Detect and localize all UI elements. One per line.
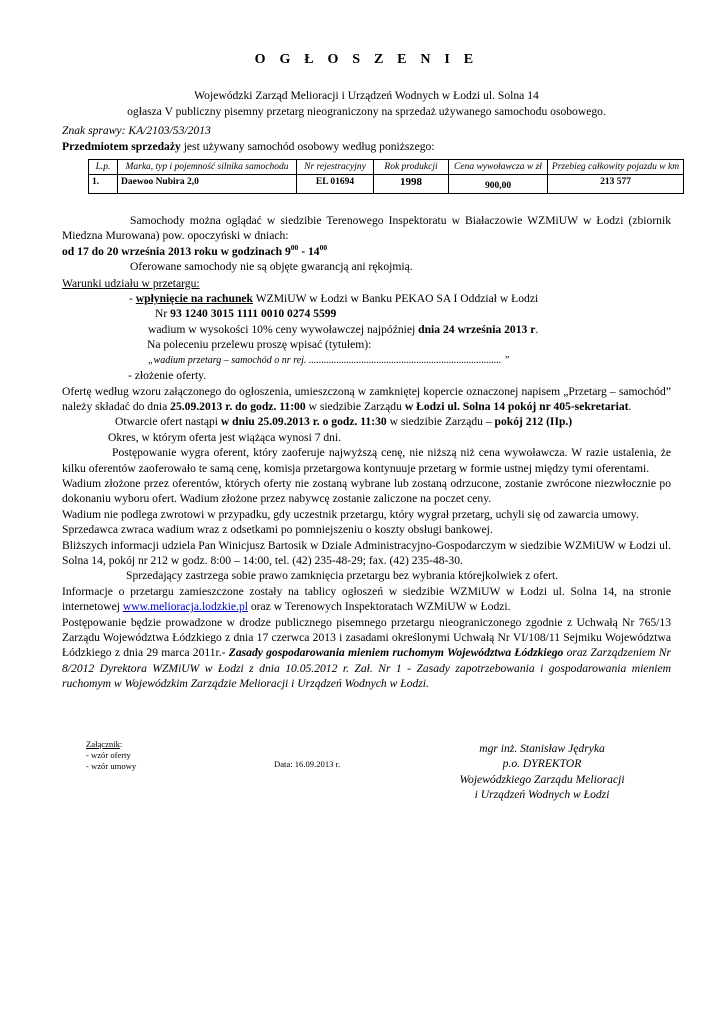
subject-rest: jest używany samochód osobowy według poniższego:: [180, 139, 435, 153]
header-lp: L.p.: [89, 160, 118, 175]
cell-year: 1998: [374, 175, 449, 194]
website-link[interactable]: www.melioracja.lodzkie.pl: [122, 600, 248, 614]
header-registration: Nr rejestracyjny: [297, 160, 374, 175]
table-header-row: [89, 160, 684, 175]
header-price: Cena wywoławcza w zł: [449, 160, 548, 175]
bank-account: Nr 93 1240 3015 1111 0010 0274 5599: [155, 307, 337, 321]
header-year: Rok produkcji: [374, 160, 449, 175]
table-row: [89, 175, 684, 194]
cell-registration: EL 01694: [297, 175, 374, 194]
right-to-close: Sprzedający zastrzega sobie prawo zamknięcia przetargu bez wybrania którejkolwiek z ofert.: [126, 569, 559, 583]
signature-role: p.o. DYREKTOR: [502, 757, 582, 771]
cell-price: 900,00: [449, 175, 548, 194]
header-mileage: Przebieg całkowity pojazdu w km: [548, 160, 684, 175]
deposit-return: Wadium złożone przez oferentów, których oferty nie zostaną wybrane lub zostaną odrzucone, zostanie zwrócone niezwłocznie po dokonaniu wyboru ofert. Wadium złożone przez nabywcę zostanie zaliczone na poczet ceny.: [62, 476, 671, 506]
document-title: O G Ł O S Z E N I E: [254, 52, 479, 67]
publication-info: Informacje o przetargu zamieszczone zostały na tablicy ogłoszeń w siedzibie WZMiUW w Łodzi ul. Solna 14, na stronie internetowej www.melioracja.lodzkie.pl oraz w Terenowych Inspektoratach WZMiUW w Łodzi.: [62, 584, 671, 614]
signature-block: [417, 741, 667, 803]
condition-transfer: - wpłynięcie na rachunek WZMiUW w Łodzi w Banku PEKAO SA I Oddział w Łodzi: [129, 292, 539, 306]
condition-offer: - złożenie oferty.: [128, 369, 207, 383]
transfer-title: „wadium przetarg – samochód o nr rej. ............................................................................. ”: [148, 354, 510, 366]
no-guarantee-note: Oferowane samochody nie są objęte gwarancją ani rękojmią.: [130, 260, 413, 274]
cell-lp: 1.: [89, 175, 118, 194]
document-date: Data: 16.09.2013 r.: [274, 759, 341, 769]
subject-bold: Przedmiotem sprzedaży: [62, 139, 181, 153]
subject-line: [62, 139, 671, 154]
header-make: Marka, typ i pojemność silnika samochodu: [118, 160, 297, 175]
deposit-forfeit: Wadium nie podlega zwrotowi w przypadku, gdy uczestnik przetargu, który wygrał przetarg, uchyli się od zawarcia umowy.: [62, 507, 639, 521]
attachment-item: - wzór oferty: [86, 750, 131, 760]
offer-opening: Otwarcie ofert nastąpi w dniu 25.09.2013 r. o godz. 11:30 w siedzibie Zarządu – pokój 212 (IIp.): [115, 415, 573, 429]
vehicle-table: [88, 159, 684, 194]
contact-info: Bliższych informacji udziela Pan Winicjusz Bartosik w Dziale Administracyjno-Gospodarczym w siedzibie WZMiUW w Łodzi ul. Solna 14, pokój nr 212 w godz. 8:00 – 14:00, tel. (42) 235-48-29; fax. (42) 235-48-30.: [62, 538, 671, 567]
offer-submission: Ofertę według wzoru załączonego do ogłoszenia, umieszczoną w zamkniętej kopercie oznaczonej napisem „Przetarg – samochód” należy składać do dnia 25.09.2013 r. do godz. 11:00 w siedzibie Zarządu w Łodzi ul. Solna 14 pokój nr 405-sekretariat.: [62, 384, 671, 413]
attachments-label: Załącznik:: [86, 739, 123, 749]
signature-org: Wojewódzkiego Zarządu Melioracji: [459, 772, 625, 786]
viewing-dates: od 17 do 20 września 2013 roku w godzinach $9^{00} - 14^{00}$: [62, 242, 328, 258]
cell-mileage: 213 577: [548, 175, 684, 194]
cell-make: Daewoo Nubira 2,0: [118, 175, 297, 194]
viewing-paragraph: Samochody można oglądać w siedzibie Terenowego Inspektoratu w Białaczowie WZMiUW w Łodzi (zbiornik Miedzna Murowana) pow. opoczyński w dniach:: [62, 214, 671, 243]
attachments: [86, 739, 136, 772]
attachment-item: - wzór umowy: [86, 761, 137, 771]
case-number: Znak sprawy: KA/2103/53/2013: [62, 124, 211, 138]
signature-name: mgr inż. Stanisław Jędryka: [479, 742, 605, 755]
legal-basis: Postępowanie będzie prowadzone w drodze publicznego pisemnego przetargu nieograniczonego zgodnie z Uchwałą Nr 765/13 Zarządu Województwa Łódzkiego z dnia 17 czerwca 2013 i zasadami określonymi Uchwałą Nr VI/108/11 Sejmiku Województwa Łódzkiego z dnia 29 marca 2011r.- Zasady gospodarowania mieniem ruchomym Województwa Łódzkiego oraz Zarządzeniem Nr 8/2012 Dyrektora WZMiUW w Łodzi z dnia 10.05.2012 r. Zał. Nr 1 - Zasady zapotrzebowania i gospodarowania mieniem ruchomym w Wojewódzkim Zarządzie Melioracji i Urządzeń Wodnych w Łodzi.: [62, 615, 671, 691]
deposit-interest: Sprzedawca zwraca wadium wraz z odsetkami po pomniejszeniu o koszty obsługi bankowej.: [62, 523, 493, 537]
issuer-line: Wojewódzki Zarząd Melioracji i Urządzeń Wodnych w Łodzi ul. Solna 14: [194, 89, 539, 103]
transfer-note: Na poleceniu przelewu proszę wpisać (tytułem):: [147, 338, 372, 352]
offer-validity: Okres, w którym oferta jest wiążąca wynosi 7 dni.: [108, 430, 342, 444]
document-page: [62, 52, 680, 802]
deposit-line: wadium w wysokości 10% ceny wywoławczej najpóźniej dnia 24 września 2013 r.: [148, 322, 539, 336]
conditions-heading: Warunki udziału w przetargu:: [62, 276, 200, 290]
winner-rule: Postępowanie wygra oferent, który zaoferuje najwyższą cenę, nie niższą niż cena wywoławcza. W razie ustalenia, że kilku oferentów zaoferowało te samą cenę, komisja przetargowa kontynuuje przetarg w formie ustnej między tymi oferentami.: [62, 446, 671, 475]
announcement-line: ogłasza V publiczny pisemny przetarg nieograniczony na sprzedaż używanego samochodu osobowego.: [127, 104, 606, 118]
signature-org-cont: i Urządzeń Wodnych w Łodzi: [474, 788, 610, 802]
